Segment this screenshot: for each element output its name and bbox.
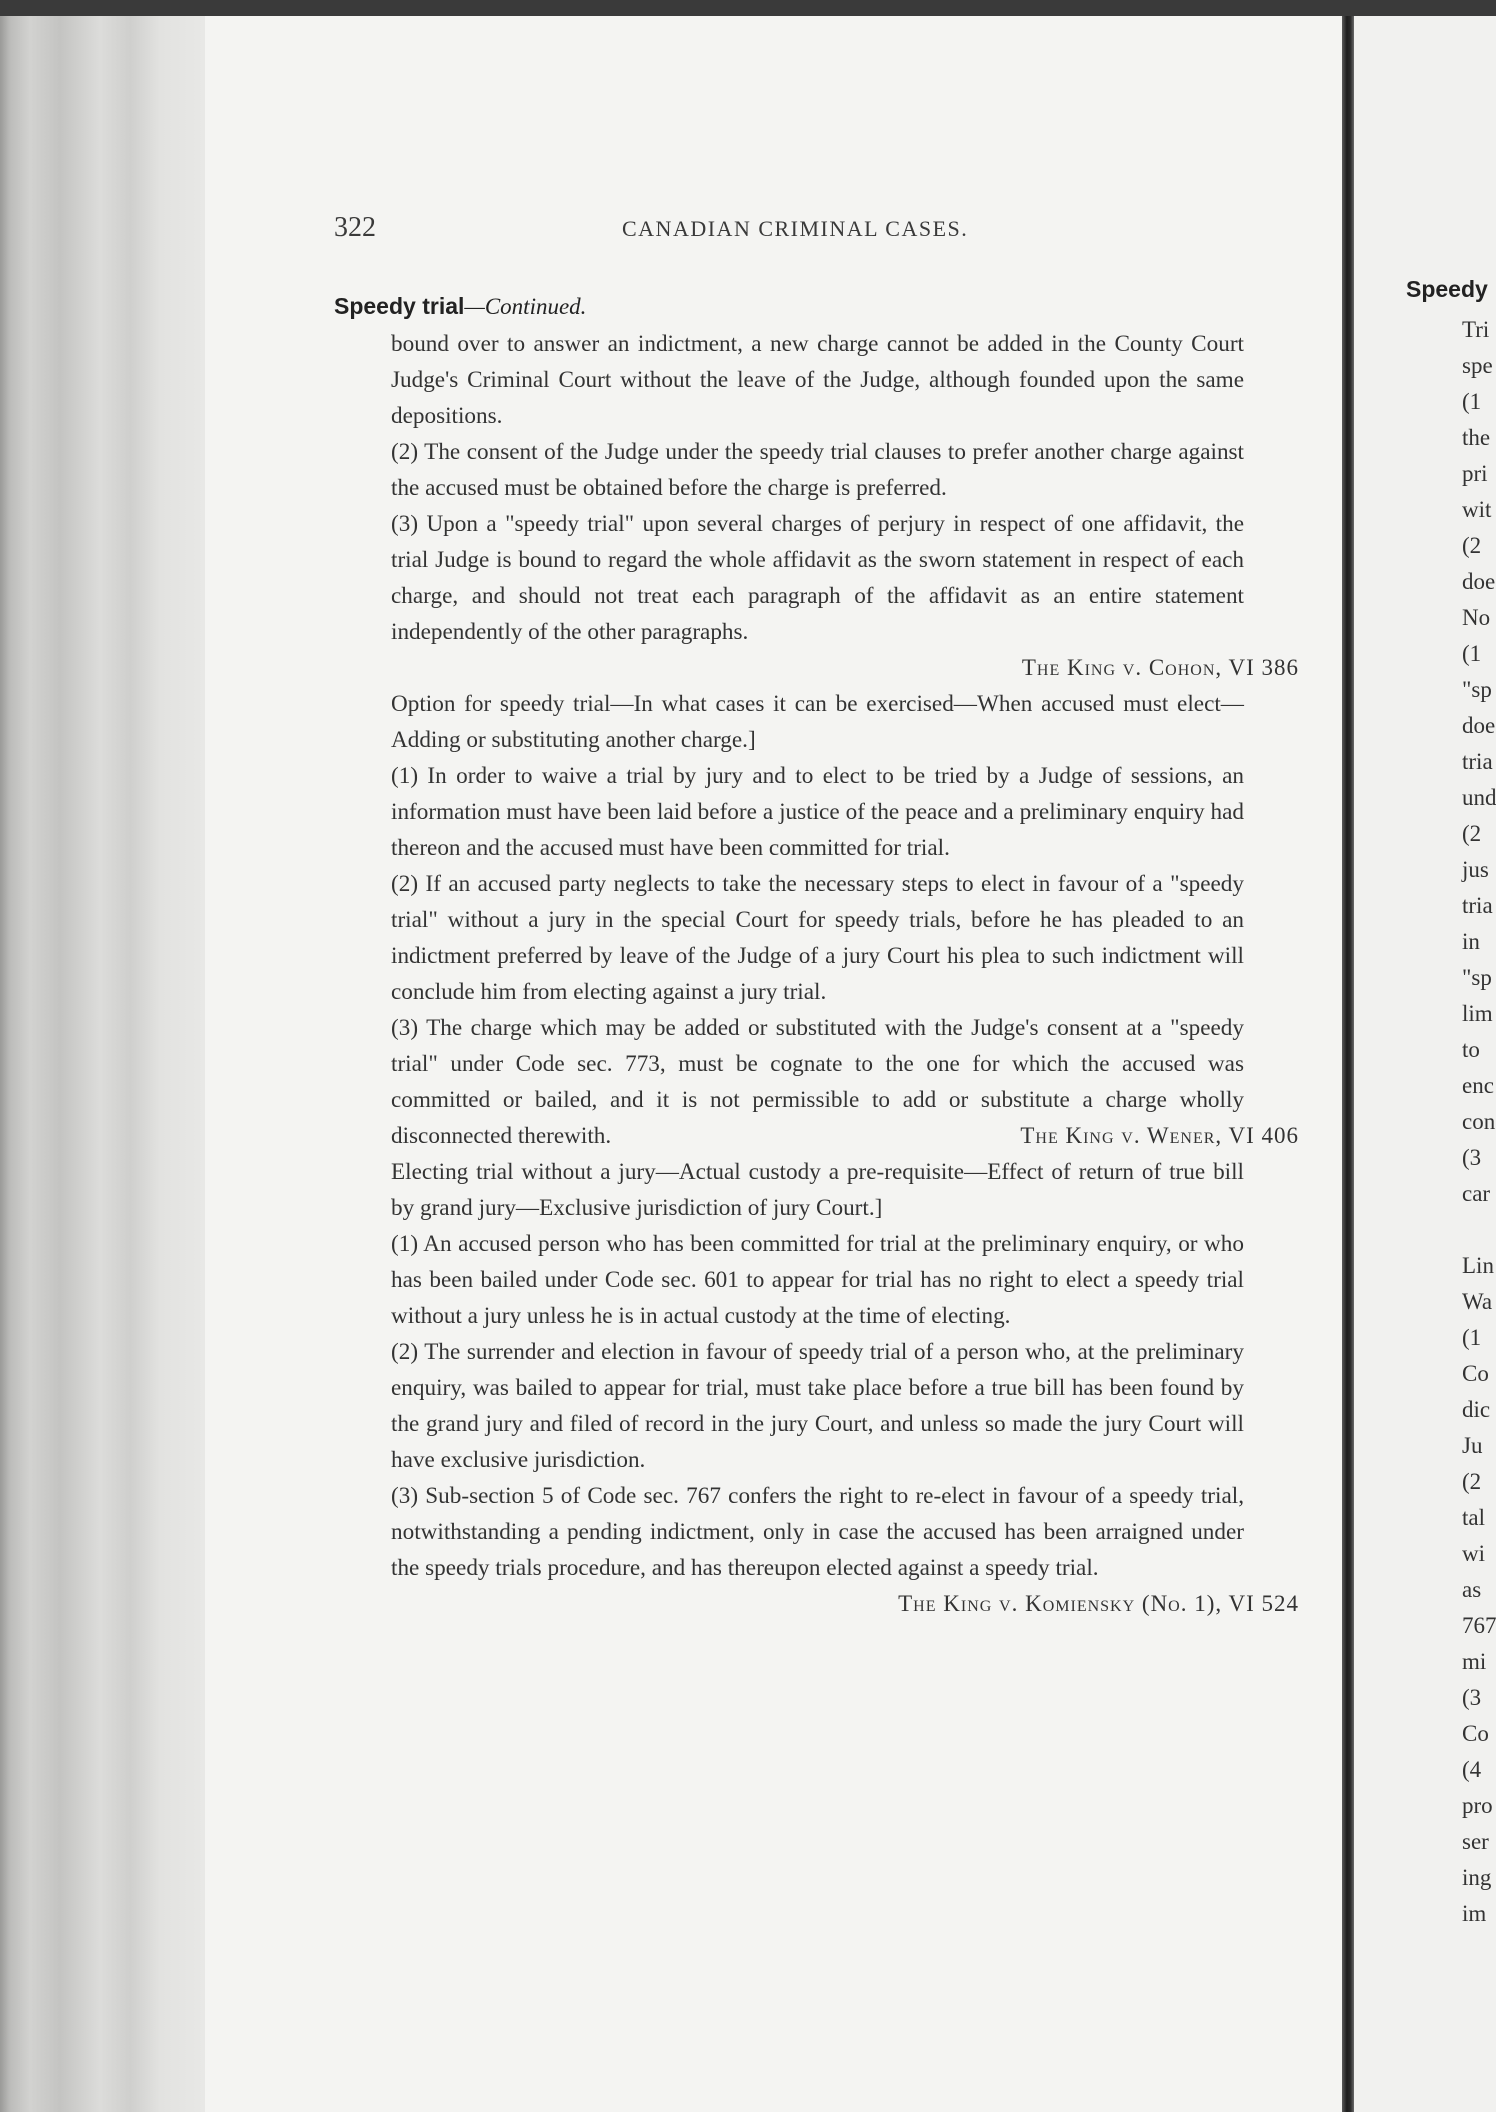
entry-title: Option for speedy trial—In what cases it can be exercised—When accused must elect—Adding or substituting another charge.] bbox=[391, 691, 1244, 753]
case-citation bbox=[391, 650, 1299, 686]
paragraph: (2) If an accused party neglects to take the necessary steps to elect in favour of a "speedy trial" without a jury in the special Court for speedy trials, before he has pleaded to an indictment preferred by leave of the Judge of a jury Court his plea to such indictment will conclude him from electing against a jury trial. bbox=[391, 871, 1244, 1005]
right-page-line: Co bbox=[1462, 1721, 1489, 1746]
right-page-line: tria bbox=[1462, 749, 1493, 774]
right-page-line: car bbox=[1462, 1181, 1491, 1206]
right-page-line: pro bbox=[1462, 1793, 1493, 1818]
section-heading-main: Speedy trial bbox=[334, 293, 465, 319]
right-page-line: (1 bbox=[1462, 1325, 1482, 1350]
paragraph: (3) The charge which may be added or substituted with the Judge's consent at a "speedy trial" under Code sec. 773, must be cognate to the one for which the accused was committed or bailed, and it is not permissible to add or substitute a charge wholly disconnected therewith. bbox=[391, 1015, 1244, 1149]
section-heading bbox=[334, 288, 1239, 324]
right-page-line: con bbox=[1462, 1109, 1496, 1134]
right-page-line: in bbox=[1462, 929, 1480, 954]
right-page-line: Tri bbox=[1462, 317, 1490, 342]
right-page-line: (3 bbox=[1462, 1145, 1482, 1170]
right-page-line: tria bbox=[1462, 893, 1493, 918]
right-page-line: dic bbox=[1462, 1397, 1491, 1422]
right-page-line: ser bbox=[1462, 1829, 1489, 1854]
right-page-line: mi bbox=[1462, 1649, 1487, 1674]
case-citation-text: The King v. Wener, VI 406 bbox=[1020, 1123, 1299, 1148]
right-page-line: Wa bbox=[1462, 1289, 1493, 1314]
right-page-line: pri bbox=[1462, 461, 1488, 486]
case-citation-text: The King v. Komiensky (No. 1), VI 524 bbox=[898, 1591, 1299, 1616]
case-citation-text: The King v. Cohon, VI 386 bbox=[1021, 655, 1299, 680]
right-page-line: wit bbox=[1462, 497, 1492, 522]
paragraph: (3) Upon a "speedy trial" upon several charges of perjury in respect of one affidavit, the trial Judge is bound to regard the whole affidavit as the sworn statement in respect of each charge, and should not treat each paragraph of the affidavit as an entire statement independently of the other paragraphs. bbox=[391, 511, 1244, 645]
right-page-line: Ju bbox=[1462, 1433, 1483, 1458]
right-page-line: to bbox=[1462, 1037, 1480, 1062]
right-page-line: as bbox=[1462, 1577, 1482, 1602]
right-page-line: No bbox=[1462, 605, 1491, 630]
paragraph: (2) The surrender and election in favour of speedy trial of a person who, at the preliminary enquiry, was bailed to appear for trial, must take place before a true bill has been found by the grand jury and filed of record in the jury Court, and unless so made the jury Court will have exclusive jurisdiction. bbox=[391, 1339, 1244, 1473]
right-page-line bbox=[1462, 1212, 1496, 1248]
paragraph: bound over to answer an indictment, a new charge cannot be added in the County Court Judge's Criminal Court without the leave of the Judge, although founded upon the same depositions. bbox=[391, 331, 1244, 429]
right-page-line: Co bbox=[1462, 1361, 1489, 1386]
right-page-line: "sp bbox=[1462, 965, 1492, 990]
right-page-line: enc bbox=[1462, 1073, 1494, 1098]
right-page-line: the bbox=[1462, 425, 1491, 450]
right-page-line: (2 bbox=[1462, 821, 1482, 846]
right-page-line: und bbox=[1462, 785, 1496, 810]
case-citation bbox=[391, 1586, 1299, 1622]
right-page-line: spe bbox=[1462, 353, 1493, 378]
scan-top-border bbox=[0, 0, 1496, 16]
paragraph: (1) An accused person who has been committed for trial at the preliminary enquiry, or who has been bailed under Code sec. 601 to appear for trial has no right to elect a speedy trial without a jury unless he is in actual custody at the time of electing. bbox=[391, 1231, 1244, 1329]
right-page-line: (2 bbox=[1462, 533, 1482, 558]
paragraph: (3) Sub-section 5 of Code sec. 767 confers the right to re-elect in favour of a speedy trial, notwithstanding a pending indictment, only in case the accused has been arraigned under the speedy trials procedure, and has thereupon elected against a speedy trial. bbox=[391, 1483, 1244, 1581]
right-page-line: Lin bbox=[1462, 1253, 1494, 1278]
right-page-line: 767 bbox=[1462, 1613, 1496, 1638]
paragraph: (2) The consent of the Judge under the speedy trial clauses to prefer another charge against the accused must be obtained before the charge is preferred. bbox=[391, 439, 1244, 501]
right-page-line: (4 bbox=[1462, 1757, 1482, 1782]
right-page-line: (1 bbox=[1462, 389, 1482, 414]
right-page-heading: Speedy bbox=[1406, 276, 1488, 302]
book-gutter bbox=[1342, 16, 1354, 2112]
right-page-line: "sp bbox=[1462, 677, 1492, 702]
running-title: CANADIAN CRIMINAL CASES. bbox=[622, 216, 969, 241]
right-page-line: jus bbox=[1462, 857, 1489, 882]
page-number: 322 bbox=[334, 212, 376, 243]
right-page-fragments bbox=[1462, 312, 1496, 1932]
stacked-page-edges bbox=[0, 16, 205, 2112]
right-page-line: im bbox=[1462, 1901, 1487, 1926]
right-page-line: doe bbox=[1462, 569, 1496, 594]
right-page-line: (3 bbox=[1462, 1685, 1482, 1710]
right-page-line: ing bbox=[1462, 1865, 1492, 1890]
entry-title: Electing trial without a jury—Actual custody a pre-requisite—Effect of return of true bill by grand jury—Exclusive jurisdiction of jury Court.] bbox=[391, 1159, 1244, 1221]
right-page-line: doe bbox=[1462, 713, 1496, 738]
right-page-line: tal bbox=[1462, 1505, 1485, 1530]
right-page-line: wi bbox=[1462, 1541, 1485, 1566]
right-page-line: (1 bbox=[1462, 641, 1482, 666]
section-heading-continued: —Continued. bbox=[464, 294, 587, 319]
right-page-line: (2 bbox=[1462, 1469, 1482, 1494]
paragraph: (1) In order to waive a trial by jury and to elect to be tried by a Judge of sessions, an information must have been laid before a justice of the peace and a preliminary enquiry had thereon and the accused must have been committed for trial. bbox=[391, 763, 1244, 861]
right-page-line: lim bbox=[1462, 1001, 1493, 1026]
body-text bbox=[334, 288, 1299, 1622]
